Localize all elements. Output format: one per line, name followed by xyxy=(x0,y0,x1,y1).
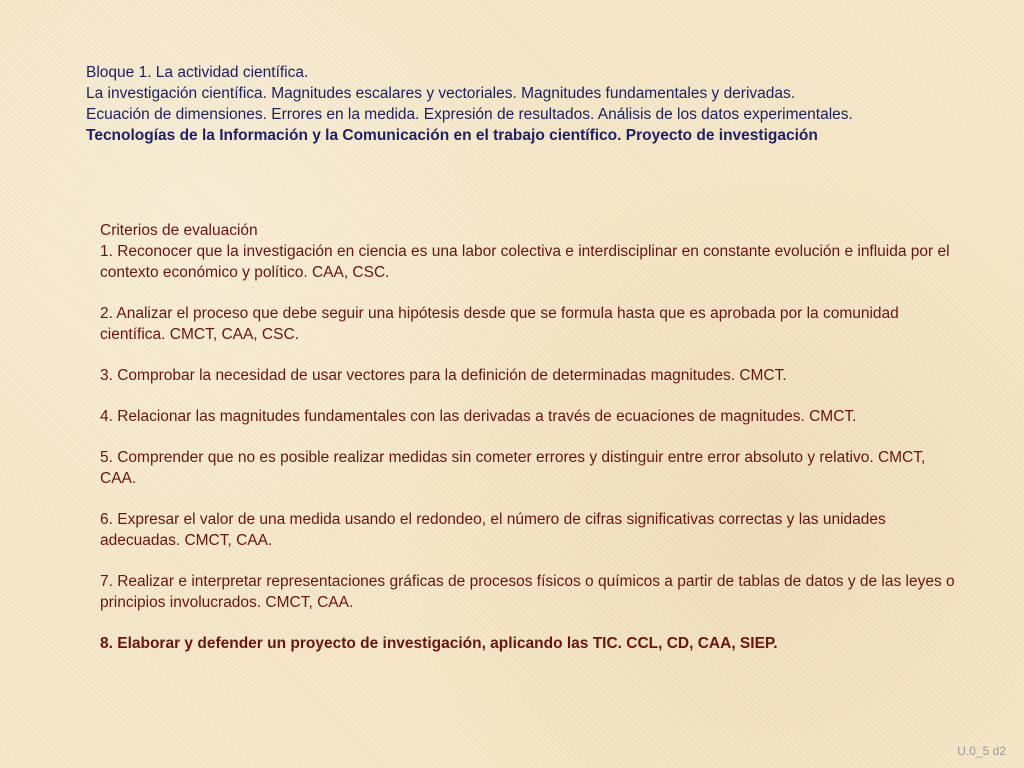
criterion-5: 5. Comprender que no es posible realizar medidas sin cometer errores y distinguir entre error absoluto y relativo. CMCT, CAA. xyxy=(100,449,926,487)
criterion-7: 7. Realizar e interpretar representaciones gráficas de procesos físicos o químicos a partir de tablas de datos y de las leyes o principios involucrados. CMCT, CAA. xyxy=(100,573,955,611)
criterion-3: 3. Comprobar la necesidad de usar vectores para la definición de determinadas magnitudes. CMCT. xyxy=(100,367,787,384)
block-title: Bloque 1. La actividad científica. xyxy=(86,64,309,81)
criterion-6: 6. Expresar el valor de una medida usando el redondeo, el número de cifras significativas correctas y las unidades adecuadas. CMCT, CAA. xyxy=(100,511,886,549)
evaluation-criteria xyxy=(100,220,960,674)
slide-footer: U.0_5 d2 xyxy=(957,744,1006,758)
block-topics-line-1: La investigación científica. Magnitudes escalares y vectoriales. Magnitudes fundamentales y derivadas. xyxy=(86,85,796,102)
criterion-2: 2. Analizar el proceso que debe seguir una hipótesis desde que se formula hasta que es aprobada por la comunidad científica. CMCT, CAA, CSC. xyxy=(100,305,899,343)
criterion-4: 4. Relacionar las magnitudes fundamentales con las derivadas a través de ecuaciones de magnitudes. CMCT. xyxy=(100,408,857,425)
criteria-title: Criterios de evaluación xyxy=(100,222,258,239)
block-topics-line-2: Ecuación de dimensiones. Errores en la medida. Expresión de resultados. Análisis de los datos experimentales. xyxy=(86,106,853,123)
criterion-8: 8. Elaborar y defender un proyecto de investigación, aplicando las TIC. CCL, CD, CAA, SIEP. xyxy=(100,635,778,652)
criterion-1: 1. Reconocer que la investigación en ciencia es una labor colectiva e interdisciplinar en constante evolución e influida por el contexto económico y político. CAA, CSC. xyxy=(100,243,950,281)
block-summary xyxy=(86,62,986,146)
block-topics-line-3: Tecnologías de la Información y la Comunicación en el trabajo científico. Proyecto de investigación xyxy=(86,127,818,144)
